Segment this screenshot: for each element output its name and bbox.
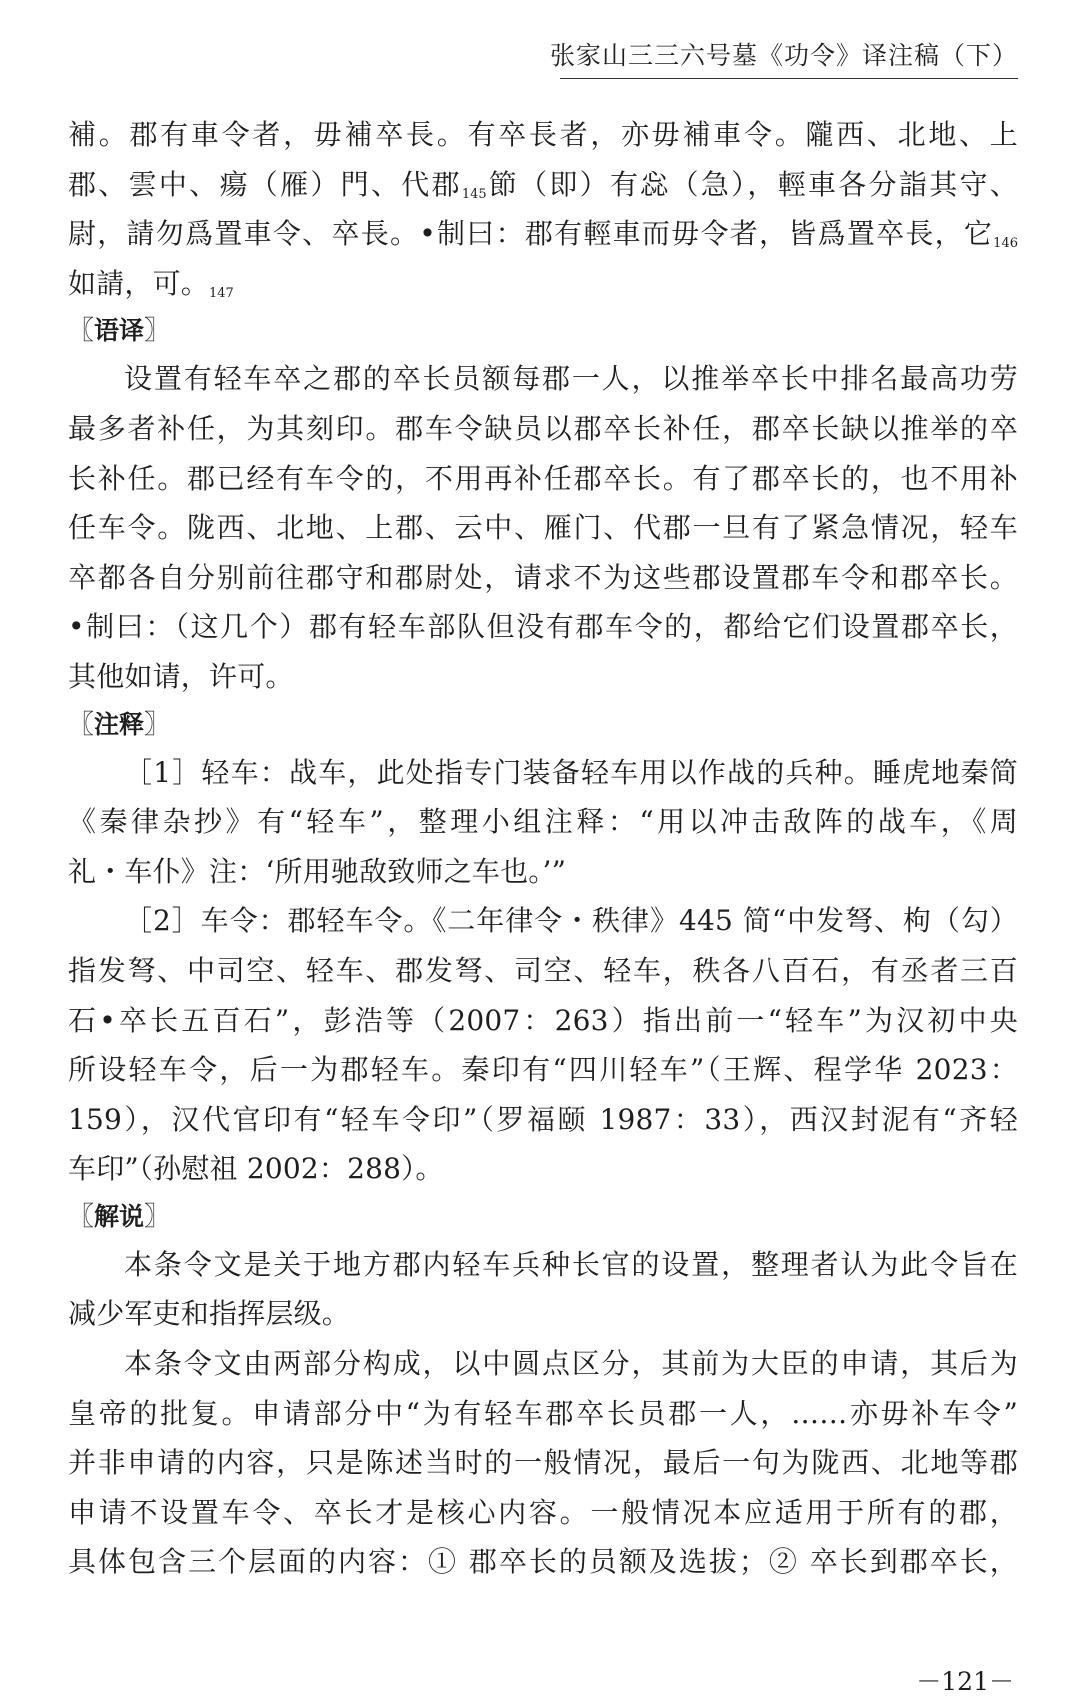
left-bracket: 〖 [68,316,95,347]
running-header [549,30,1018,79]
right-bracket: 〗 [144,709,171,740]
commentary-line: 申请不设置车令、卒长才是核心内容。一般情况本应适用于所有的郡， [68,1495,1018,1529]
section-heading-commentary [68,1194,1018,1240]
original-text-line [68,110,1018,160]
original-text: 補。郡有車令者，毋補卒長。有卒長者，亦毋補車令。隴西、北地、上 [68,118,1018,151]
translation-line: 卒都各自分别前往郡守和郡尉处，请求不为这些郡设置郡车令和郡卒长。 [68,560,1018,594]
translation-line: •制曰：（这几个）郡有轻车部队但没有郡车令的，都给它们设置郡卒长， [68,610,1018,644]
note-line: 礼・车仆》注：‘所用驰敌致师之车也。’” [68,854,567,888]
note-line: ［2］车令：郡轻车令。《二年律令・秩律》445 简“中发弩、枸（勾） [124,904,1018,938]
original-text: 如請，可。 [68,266,210,300]
note-line: 《秦律杂抄》有“轻车”，整理小组注释：“用以冲击敌阵的战车，《周 [68,805,1018,839]
right-bracket: 〗 [144,1201,171,1232]
section-heading-label: 注释 [94,709,145,739]
left-bracket: 〖 [68,709,95,740]
note-line: 车印”（孙慰祖 2002：288）。 [68,1152,444,1186]
translation-line: 设置有轻车卒之郡的卒长员额每郡一人，以推举卒长中排名最高功劳 [124,362,1018,396]
page-number: －121－ [916,1667,1014,1696]
original-text-line [68,209,1018,259]
note-line: 指发弩、中司空、轻车、郡发弩、司空、轻车，秩各八百石，有丞者三百 [68,953,1018,987]
right-bracket: 〗 [144,316,171,347]
note-line: 石•卒长五百石”，彭浩等（2007：263）指出前一“轻车”为汉初中央 [68,1003,1018,1037]
translation-line: 最多者补任，为其刻印。郡车令缺员以郡卒长补任，郡卒长缺以推举的卒 [68,411,1018,445]
original-text: 郡、雲中、瘍（雁）門、代郡 [68,167,462,201]
left-bracket: 〖 [68,1201,95,1232]
slip-number: 146 [993,236,1018,252]
translation-line: 其他如请，许可。 [68,659,294,693]
commentary-line: 本条令文是关于地方郡内轻车兵种长官的设置，整理者认为此令旨在 [124,1247,1018,1281]
commentary-line: 并非申请的内容，只是陈述当时的一般情况，最后一句为陇西、北地等郡 [68,1446,1018,1480]
commentary-line: 本条令文由两部分构成，以中圆点区分，其前为大臣的申请，其后为 [124,1347,1018,1381]
translation-line: 长补任。郡已经有车令的，不用再补任郡卒长。有了郡卒长的，也不用补 [68,461,1018,495]
note-line: 所设轻车令，后一为郡轻车。秦印有“四川轻车”（王辉、程学华 2023： [68,1053,1018,1087]
section-heading-notes [68,702,1018,748]
section-heading-translation [68,308,1018,354]
original-text: 尉，請勿爲置車令、卒長。•制曰：郡有輕車而毋令者，皆爲置卒長，它 [68,217,994,251]
commentary-line: 减少军吏和指挥层级。 [68,1297,351,1331]
note-line: ［1］轻车：战车，此处指专门装备轻车用以作战的兵种。睡虎地秦简 [124,755,1018,789]
commentary-line: 具体包含三个层面的内容：① 郡卒长的员额及选拔；② 卒长到郡卒长， [68,1545,1018,1579]
slip-number: 147 [209,285,234,301]
original-text-line [68,160,1018,210]
page-body [68,110,1018,1587]
section-heading-label: 语译 [94,316,145,346]
running-header-title: 张家山三三六号墓《功令》译注稿（下） [549,41,1018,70]
original-text-line [68,259,1018,309]
translation-line: 任车令。陇西、北地、上郡、云中、雁门、代郡一旦有了紧急情况，轻车 [68,511,1018,545]
original-text: 節（即）有惢（急），輕車各分詣其守、 [486,167,1018,201]
section-heading-label: 解说 [94,1201,145,1231]
slip-number: 145 [461,186,487,202]
note-line: 159），汉代官印有“轻车令印”（罗福颐 1987：33），西汉封泥有“齐轻 [68,1102,1018,1136]
commentary-line: 皇帝的批复。申请部分中“为有轻车郡卒长员郡一人，……亦毋补车令” [68,1396,1018,1430]
